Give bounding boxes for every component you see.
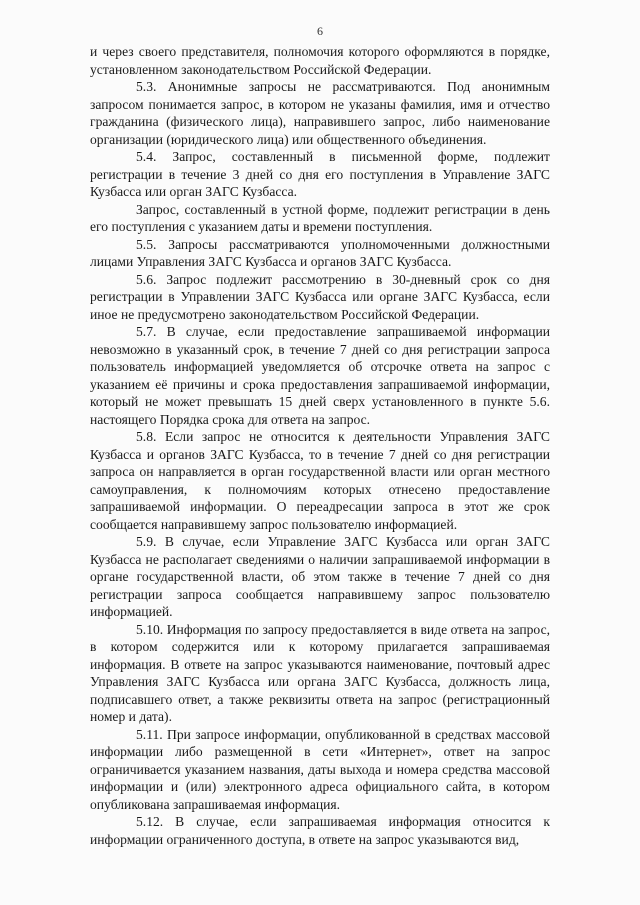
paragraph-5-8: 5.8. Если запрос не относится к деятельности Управления ЗАГС Кузбасса и органов ЗАГС Кузбасса, то в течение 7 дней со дня регистрации запроса он направляется в орган государственной власти или орган местного самоуправления, к полномочиям которых отнесено предоставление запрашиваемой информации. О переадресации запроса в этот же срок сообщается направившему запрос пользователю информацией. [90, 429, 550, 532]
paragraph-5-4-oral: Запрос, составленный в устной форме, подлежит регистрации в день его поступления с указанием даты и времени поступления. [90, 201, 550, 234]
paragraph-5-6: 5.6. Запрос подлежит рассмотрению в 30-дневный срок со дня регистрации в Управлении ЗАГС Кузбасса или органе ЗАГС Кузбасса, если иное не предусмотрено законодательством Российской Федерации. [90, 271, 550, 322]
paragraph-continuation: и через своего представителя, полномочия которого оформляются в порядке, установленном законодательством Российской Федерации. [90, 44, 550, 77]
paragraph-5-4: 5.4. Запрос, составленный в письменной форме, подлежит регистрации в течение 3 дней со дня его поступления в Управление ЗАГС Кузбасса или орган ЗАГС Кузбасса. [90, 149, 550, 199]
paragraph-5-3: 5.3. Анонимные запросы не рассматриваются. Под анонимным запросом понимается запрос, в котором не указаны фамилия, имя и отчество гражданина (физического лица), направившего запрос, либо наименование организации (юридического лица) или общественного объединения. [90, 79, 550, 147]
document-body [90, 43, 550, 848]
paragraph-5-11: 5.11. При запросе информации, опубликованной в средствах массовой информации либо размещенной в сети «Интернет», ответ на запрос ограничивается указанием названия, даты выхода и номера средства массовой информации и (или) электронного адреса официального сайта, в котором опубликована запрашиваемая информация. [90, 726, 550, 812]
paragraph-5-7: 5.7. В случае, если предоставление запрашиваемой информации невозможно в указанный срок, в течение 7 дней со дня регистрации запроса пользователь информацией уведомляется об отсрочке ответа на запрос с указанием её причины и срока предоставления запрашиваемой информации, который не может превышать 15 дней сверх установленного в пункте 5.6. настоящего Порядка срока для ответа на запрос. [90, 324, 550, 427]
page-number: 6 [317, 24, 323, 38]
paragraph-5-5: 5.5. Запросы рассматриваются уполномоченными должностными лицами Управления ЗАГС Кузбасса и органов ЗАГС Кузбасса. [90, 236, 550, 269]
paragraph-5-9: 5.9. В случае, если Управление ЗАГС Кузбасса или орган ЗАГС Кузбасса не располагает сведениями о наличии запрашиваемой информации в органе государственной власти, об этом также в течение 7 дней со дня регистрации запроса сообщается направившему запрос пользователю информацией. [90, 534, 550, 619]
paragraph-5-12: 5.12. В случае, если запрашиваемая информация относится к информации ограниченного доступа, в ответе на запрос указываются вид, [90, 814, 550, 847]
paragraph-5-10: 5.10. Информация по запросу предоставляется в виде ответа на запрос, в котором содержится или к которому прилагается запрашиваемая информация. В ответе на запрос указываются наименование, почтовый адрес Управления ЗАГС Кузбасса или органа ЗАГС Кузбасса, должность лица, подписавшего ответ, а также реквизиты ответа на запрос (регистрационный номер и дата). [90, 621, 550, 724]
